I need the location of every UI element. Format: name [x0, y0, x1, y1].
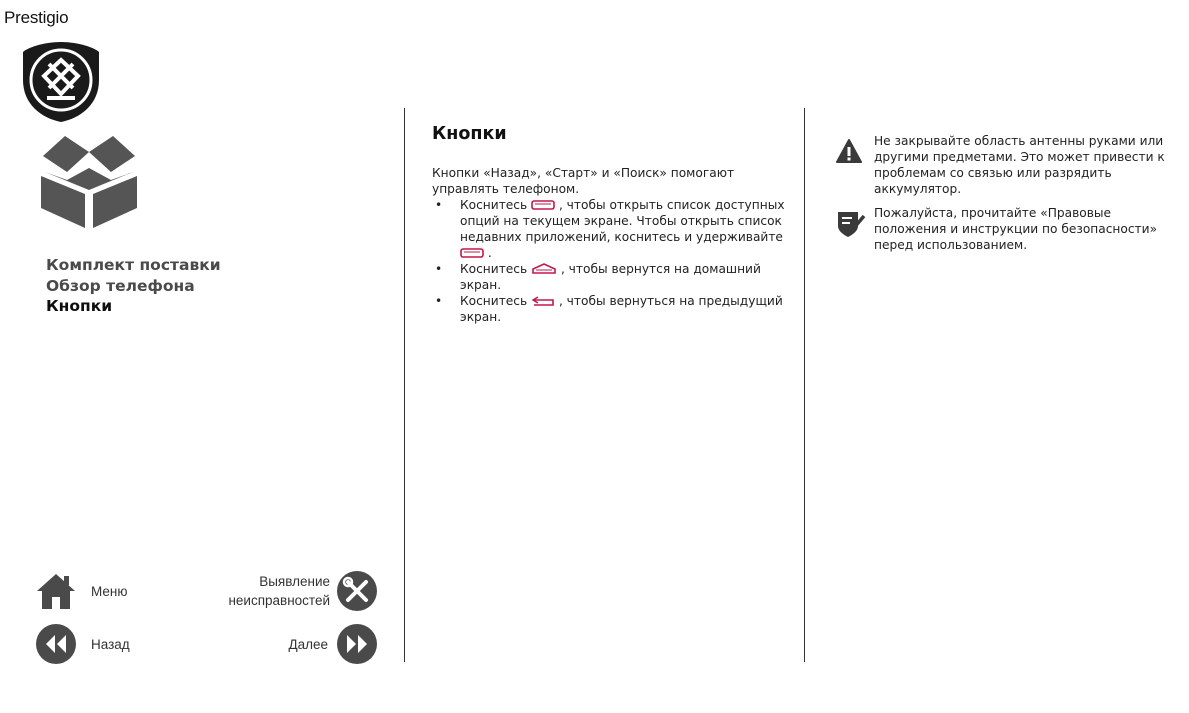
- menu-button[interactable]: [35, 570, 128, 612]
- list-item: • Коснитесь , чтобы вернуться на предыдущий экран.: [432, 293, 792, 325]
- menu-label: Меню: [91, 583, 128, 599]
- troubleshooting-label: Выявление неисправностей: [228, 574, 330, 608]
- side-notes: [836, 133, 1166, 253]
- menu-key-icon: [460, 247, 484, 259]
- toc-item-buttons[interactable]: Кнопки: [46, 297, 113, 315]
- troubleshooting-button[interactable]: [228, 570, 378, 612]
- warning-note: [836, 133, 1166, 197]
- main-content: [432, 124, 792, 325]
- column-divider-right: [804, 108, 805, 662]
- home-icon: [35, 570, 77, 612]
- list-item: • Коснитесь , чтобы вернутся на домашний экран.: [432, 261, 792, 293]
- menu-key-icon: [531, 199, 555, 211]
- info-note: [836, 205, 1166, 253]
- back-key-icon: [531, 295, 555, 307]
- info-text: Пожалуйста, прочитайте «Правовые положения и инструкции по безопасности» перед использованием.: [874, 206, 1158, 252]
- open-box-icon: [33, 130, 145, 230]
- next-label: Далее: [288, 636, 328, 652]
- back-button[interactable]: [35, 623, 130, 665]
- prestigio-logo: [21, 40, 101, 124]
- home-key-icon: [531, 262, 557, 275]
- next-button[interactable]: [288, 623, 378, 665]
- toc-item-phone-overview[interactable]: Обзор телефона: [46, 276, 195, 295]
- section-title: Кнопки: [432, 124, 507, 144]
- wrench-screwdriver-icon: [336, 570, 378, 612]
- toc-item-package-contents[interactable]: Комплект поставки: [46, 256, 221, 274]
- warning-text: Не закрывайте область антенны руками или другими предметами. Это может привести к проблемам со связью или разрядить аккумулятор.: [874, 134, 1165, 196]
- pencil-note-icon: [836, 208, 866, 238]
- fast-forward-icon: [336, 623, 378, 665]
- back-label: Назад: [91, 636, 130, 652]
- warning-icon: [836, 139, 862, 163]
- rewind-icon: [35, 623, 77, 665]
- instructions-list: [432, 197, 792, 325]
- table-of-contents: [46, 255, 221, 317]
- list-item: • Коснитесь , чтобы открыть список доступных опций на текущем экране. Чтобы открыть список недавних приложений, коснитесь и удерживайте .: [432, 197, 792, 261]
- column-divider-left: [404, 108, 405, 662]
- brand-name: Prestigio: [4, 8, 69, 27]
- intro-text: Кнопки «Назад», «Старт» и «Поиск» помогают управлять телефоном.: [432, 166, 735, 196]
